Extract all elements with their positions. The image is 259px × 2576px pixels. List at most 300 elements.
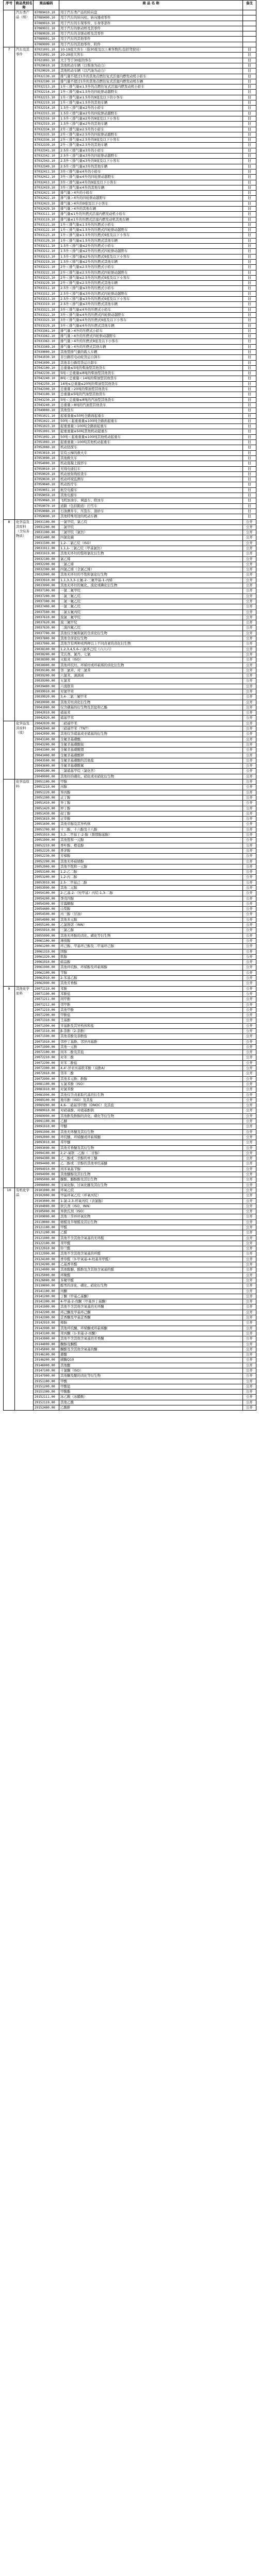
cell-remark: 旧 [243,477,256,482]
table-row [4,1374,256,1379]
cell-remark: 公开 [243,1050,256,1055]
table-row [4,1379,256,1384]
cell-remark: 公开 [243,976,256,981]
table-row [4,551,256,556]
cell-name: 2升＜排气量≤2.5升的9座及以下小客车 [59,138,243,143]
cell-name: 十氯酮（ISO） [59,1368,243,1374]
table-row [4,328,256,333]
cell-name: 溴氯二氟甲烷 [59,615,243,620]
table-row [4,811,256,816]
cell-name: 叔丁醇 [59,811,243,816]
table-row [4,1182,256,1188]
cell-code: 29091990.00 [34,1129,59,1134]
cell-code: 29037610.00 [34,615,59,620]
cell-name: 苯酚 [59,986,243,991]
cell-code: 29152119.00 [34,1400,59,1405]
cell-name: 1升＜排气量≤1.5升的压燃式其他车辆 [59,238,243,243]
cell-remark [243,10,256,15]
cell-remark: 公开 [243,530,256,535]
table-row [4,1050,256,1055]
cell-remark: 公开 [243,1400,256,1405]
table-body [4,10,256,1411]
cell-code: 29122990.00 [34,1251,59,1257]
group-category: 化学品及其原料（续） [15,721,34,779]
cell-remark: 公开 [243,1214,256,1219]
cell-name: 其他萘酚及萘酚盐 [59,1034,243,1039]
cell-code: 29141300.00 [34,1299,59,1304]
cell-code: 29072300.00 [34,1066,59,1071]
cell-remark: 公开 [243,599,256,604]
cell-remark: 旧 [243,493,256,498]
cell-remark: 公开 [243,732,256,737]
cell-name: 一氯甲烷、氯乙烷 [59,519,243,524]
cell-remark: 公开 [243,1188,256,1193]
cell-remark: 公开 [243,1283,256,1289]
cell-remark: 旧 [243,498,256,503]
cell-name: 其他芳香醇 [59,981,243,986]
cell-remark: 公开 [243,790,256,795]
cell-name: 其他机动车辆（以汽油为动力） [59,69,243,74]
table-row [4,1405,256,1411]
table-row [4,15,256,21]
cell-remark: 旧 [243,418,256,423]
cell-remark: 旧 [243,270,256,275]
table-row [4,1400,256,1405]
cell-name: 1升＜排气量≤1.5升的压燃式四轮驱动越野车 [59,228,243,233]
cell-name: 其他多元酚；酚醇 [59,1076,243,1081]
cell-name: 10-19座大客车（指30座及以上乘客数的,包括驾驶员） [59,47,243,53]
cell-remark: 旧 [243,450,256,455]
cell-name: 其他不含其他含氧基的芳香酮 [59,1336,243,1342]
cell-code: 29152400.00 [34,1405,59,1411]
cell-remark: 公开 [243,1251,256,1257]
cell-name: 仲丁醇 [59,806,243,811]
cell-remark: 公开 [243,938,256,943]
cell-name: 起重重量≤50吨全路面起重车 [59,413,243,418]
table-row [4,477,256,482]
cell-code: 87032423.10 [34,201,59,206]
cell-name: 灭蚁灵（ISO） [59,657,243,663]
cell-name: 其他非公路用货运自卸车 [59,360,243,365]
cell-remark: 旧 [243,466,256,471]
cell-code: 29055910.00 [34,928,59,933]
cell-remark: 公开 [243,1384,256,1389]
cell-code: 87033361.10 [34,328,59,333]
header-name: 商 品 名 称 [59,1,243,10]
cell-code: 29095000.00 [34,1177,59,1182]
cell-name: 辅酶Q10 [59,1358,243,1363]
cell-remark: 公开 [243,880,256,885]
table-row [4,556,256,562]
table-row [4,164,256,169]
cell-code: 29051100.00 [34,779,59,785]
cell-remark: 公开 [243,700,256,705]
table-row [4,74,256,79]
table-row [4,312,256,317]
cell-name: 2,2'-氧联二乙醇（二甘醇） [59,1150,243,1156]
table-row [4,758,256,763]
cell-name: 邻苯二酚 [59,1071,243,1076]
cell-remark: 公开 [243,1405,256,1411]
cell-remark: 公开 [243,801,256,806]
cell-name: 其他乙酸 [59,1400,243,1405]
cell-code: 29071590.00 [34,1034,59,1039]
cell-name: 正丁醇 [59,795,243,800]
cell-code: 87032316.10 [34,116,59,121]
cell-remark: 公开 [243,933,256,938]
cell-name: 起重重量＞100吨全路面起重车 [59,424,243,429]
table-row [4,376,256,381]
cell-code: 87029010.10 [34,63,59,68]
cell-code: 29037500.00 [34,609,59,615]
cell-name: 1升＜排气量≤1.5升的点燃往复式活塞内燃发动机小轿车 [59,84,243,90]
cell-code: 87032336.10 [34,138,59,143]
table-row [4,1034,256,1039]
cell-remark: 旧 [243,148,256,153]
cell-remark: 公开 [243,679,256,684]
cell-remark: 旧 [243,143,256,148]
cell-name: 排气量＞4升的压燃式小轿车 [59,328,243,333]
cell-remark: 旧 [243,461,256,466]
cell-name: 2.5升＜排气量≤3升的压燃式小轿车 [59,286,243,291]
group-number [4,779,15,987]
cell-code: 29042020.00 [34,716,59,721]
table-row [4,1219,256,1225]
cell-remark: 公开 [243,1129,256,1134]
table-row [4,970,256,975]
cell-name: 四氯化碳 [59,535,243,540]
cell-code: 29052900.00 [34,864,59,869]
cell-remark: 公开 [243,546,256,551]
cell-name: 硝基甲苯 [59,716,243,721]
cell-remark: 旧 [243,111,256,116]
cell-remark: 旧 [243,244,256,249]
cell-name: 甲基环氧乙烷（环氧丙烷） [59,1193,243,1198]
cell-code: 29042040.00 [34,726,59,732]
cell-remark: 公开 [243,848,256,853]
cell-code: 87032411.10 [34,169,59,174]
table-row [4,997,256,1002]
cell-code: 29051690.00 [34,822,59,827]
table-row [4,588,256,594]
cell-remark: 公开 [243,1172,256,1177]
cell-name: 对氯苯酚 [59,1087,243,1092]
cell-remark: 公开 [243,1108,256,1113]
cell-name: 1.5升＜排气量≤2升的其他车辆 [59,122,243,127]
cell-remark: 旧 [243,281,256,286]
table-row [4,1172,256,1177]
table-row [4,615,256,620]
cell-code: 29039300.00 [34,679,59,684]
cell-remark: 旧 [243,344,256,349]
cell-name: 1,2-丙二醇 [59,875,243,880]
cell-remark: 公开 [243,806,256,811]
cell-name: 间苯二酚及其盐 [59,1050,243,1055]
table-row [4,1150,256,1156]
cell-code: 87089910.10 [34,21,59,26]
cell-code: 87049000.10 [34,408,59,413]
cell-code: 87033129.10 [34,238,59,243]
table-row [4,790,256,795]
cell-remark: 公开 [243,997,256,1002]
cell-code: 29151300.00 [34,1389,59,1395]
cell-remark: 旧 [243,90,256,95]
cell-name: 香茅醇 [59,848,243,853]
table-row [4,938,256,943]
cell-name: 排气量＞4升的压燃式9座及以下小客车 [59,339,243,344]
table-row [4,1384,256,1389]
cell-code: 87033119.10 [34,217,59,222]
table-row [4,21,256,26]
table-row [4,620,256,625]
table-row [4,402,256,408]
cell-code: 29031200.00 [34,524,59,530]
cell-name: 50吨＜起重重量≤100吨全路面起重车 [59,418,243,423]
cell-name: 其他甲酚 [59,1007,243,1012]
cell-name: 2.5升＜排气量≤3升的压燃式9座及以下小客车 [59,297,243,302]
cell-name: 2-乙基-2-（羟甲基）丙烷-1,3-二醇 [59,891,243,896]
cell-name: 3升＜排气量≤4升的9座及以下小客车 [59,180,243,185]
cell-name: 丙三醇（甘油） [59,912,243,917]
cell-name: 排气量≤1升的压燃式活塞内燃发动机小轿车 [59,212,243,217]
table-row [4,986,256,991]
cell-name: 二溴四氟乙烷 [59,625,243,631]
cell-code: 87043230.10 [34,397,59,402]
cell-name: 香叶醇、橙花醇 [59,843,243,848]
cell-code: 29147900.00 [34,1374,59,1379]
table-row [4,896,256,901]
cell-remark: 公开 [243,1278,256,1283]
cell-code: 87032342.10 [34,154,59,159]
cell-remark: 公开 [243,742,256,747]
cell-name: 六溴联苯 [59,684,243,689]
cell-name: 总重量＞20吨的柴油型其他货车 [59,387,243,392]
cell-remark: 公开 [243,965,256,970]
cell-remark: 旧 [243,471,256,477]
cell-name: 全氟辛基磺酸的其他盐 [59,758,243,763]
cell-remark: 旧 [243,116,256,121]
cell-code: 29081910.00 [34,1087,59,1092]
cell-code: 29096000.00 [34,1182,59,1188]
cell-code: 87042300.10 [34,387,59,392]
cell-name: 5吨＜总重量≤8吨的柴油型其他货车 [59,371,243,376]
table-row [4,663,256,668]
table-row [4,1347,256,1352]
table-row [4,143,256,148]
table-row [4,817,256,822]
cell-code: 87051092.10 [34,434,59,439]
cell-code: 29037400.00 [34,604,59,609]
cell-name: 总重量≤5吨的汽油型其他货车 [59,392,243,397]
cell-code: 87089410.10 [34,10,59,15]
cell-code: 87032319.10 [34,122,59,127]
table-row [4,864,256,869]
table-row [4,212,256,217]
cell-code: 29130000.00 [34,1283,59,1289]
cell-code: 87033362.10 [34,334,59,339]
table-row [4,270,256,275]
table-row [4,1013,256,1018]
cell-name: 二氯一氟乙烷 [59,599,243,604]
cell-remark: 公开 [243,1092,256,1097]
cell-code: 29039400.00 [34,684,59,689]
cell-code: 29142910.00 [34,1320,59,1326]
table-row [4,609,256,615]
group-number: 7 [4,47,15,519]
cell-name: 艾氏剂、氯丹、七氯 [59,652,243,657]
cell-code: 29054200.00 [34,896,59,901]
cell-remark: 公开 [243,1257,256,1262]
table-row [4,1119,256,1124]
table-row [4,657,256,663]
cell-code: 29071510.00 [34,1029,59,1034]
table-row [4,1002,256,1007]
table-row [4,1134,256,1140]
cell-code: 29081100.00 [34,1081,59,1087]
table-row [4,471,256,477]
cell-code: 87033123.10 [34,233,59,238]
cell-remark: 旧 [243,185,256,190]
cell-code: 87059010.10 [34,466,59,471]
cell-name: 排气量＞4升的小轿车 [59,191,243,196]
cell-code: 87032213.10 [34,84,59,90]
cell-code: 29124200.00 [34,1262,59,1267]
cell-name: 3升＜排气量≤4升的小轿车 [59,169,243,174]
cell-code: 87033311.10 [34,286,59,291]
cell-code: 29094400.00 [34,1161,59,1166]
cell-code: 29094100.00 [34,1150,59,1156]
table-row [4,583,256,588]
cell-name: 过氧化醇、过氧化醚及其衍生物 [59,1182,243,1188]
cell-code: 87052000.10 [34,445,59,450]
cell-code: 29072290.00 [34,1060,59,1065]
cell-remark: 旧 [243,63,256,68]
cell-remark: 公开 [243,1029,256,1034]
cell-remark: 公开 [243,583,256,588]
table-row [4,843,256,848]
cell-remark: 公开 [243,551,256,556]
table-row [4,1267,256,1273]
cell-code: 29141900.00 [34,1304,59,1310]
cell-name: 肌醇 [59,954,243,959]
cell-name: 2升＜排气量≤2.5升的压燃式四轮驱动越野车 [59,270,243,275]
cell-remark: 旧 [243,122,256,127]
cell-code: 29071212.00 [34,1002,59,1007]
table-row [4,710,256,716]
cell-name: 50吨＜起重重量≤100吨其他机动起重车 [59,434,243,439]
cell-code: 29051700.00 [34,827,59,832]
table-row [4,503,256,509]
table-row [4,84,256,90]
table-row [4,26,256,31]
cell-name: 乙二醇或二甘醇的单丁醚 [59,1156,243,1161]
cell-remark: 旧 [243,212,256,217]
cell-code: 29062990.00 [34,981,59,986]
table-row [4,175,256,180]
cell-code: 87033322.10 [34,312,59,317]
table-row [4,833,256,838]
cell-code: 29122100.00 [34,1241,59,1246]
cell-name: 薄荷醇 [59,938,243,943]
table-row [4,185,256,190]
cell-remark: 公开 [243,944,256,949]
table-row [4,1278,256,1283]
cell-name: 间甲酚 [59,997,243,1002]
cell-name: 甲酸盐 [59,1384,243,1389]
cell-name: 间苯氧基苄醇 [59,1166,243,1172]
cell-name: 其他不含其他含氧基的无环酮 [59,1304,243,1310]
cell-remark: 公开 [243,1103,256,1108]
cell-remark: 公开 [243,1066,256,1071]
cell-name: 飞机加油车、调温车、除冰车 [59,498,243,503]
cell-code: 29061100.00 [34,938,59,943]
cell-code: 29054300.00 [34,901,59,906]
cell-remark: 公开 [243,901,256,906]
cell-code: 29062910.00 [34,976,59,981]
table-row [4,801,256,806]
cell-name: 邻甲酚 [59,1002,243,1007]
table-row [4,111,256,116]
cell-name: 其他无环烃的饱和氯化衍生物 [59,551,243,556]
cell-code: 29037100.00 [34,588,59,594]
cell-remark: 公开 [243,822,256,827]
cell-code: 29051420.00 [34,806,59,811]
cell-name: 其他环烷酮、环烯酮或环萜烯酮 [59,1326,243,1331]
table-row [4,1081,256,1087]
cell-code: 87089939.10 [34,31,59,37]
cell-remark: 公开 [243,705,256,710]
cell-name: 起重重量≤50吨其他机动起重车 [59,429,243,434]
cell-code: 29091910.00 [34,1124,59,1129]
cell-remark: 公开 [243,1134,256,1140]
cell-remark [243,15,256,21]
table-row [4,1108,256,1113]
cell-name: 丙醇 [59,785,243,790]
cell-remark: 旧 [243,429,256,434]
cell-name: 1.5升＜排气量≤2升的压燃式四轮驱动越野车 [59,249,243,254]
table-row [4,1066,256,1071]
cell-remark: 公开 [243,1395,256,1400]
table-row [4,509,256,514]
table-row [4,10,256,15]
table-row [4,1198,256,1204]
table-row [4,1087,256,1092]
cell-remark: 公开 [243,652,256,657]
cell-remark: 公开 [243,535,256,540]
table-row [4,1336,256,1342]
cell-remark: 旧 [243,514,256,519]
cell-name: 对苯二酚 [59,1055,243,1060]
cell-remark: 公开 [243,1007,256,1012]
cell-code: 87059040.10 [34,482,59,487]
table-row [4,154,256,159]
cell-remark: 公开 [243,758,256,763]
table-row [4,122,256,127]
cell-remark: 公开 [243,833,256,838]
table-row [4,1156,256,1161]
table-row [4,1097,256,1103]
table-row [4,381,256,386]
cell-code: 87089490.10 [34,15,59,21]
cell-code: 87059020.10 [34,471,59,477]
table-row [4,217,256,222]
cell-name: 其他仅含氟和氯的全卤化衍生物 [59,631,243,636]
cell-code: 87043100.10 [34,392,59,397]
cell-remark: 公开 [243,875,256,880]
cell-name: 乙醛 [59,1230,243,1235]
table-row [4,1251,256,1257]
cell-code: 29089990.00 [34,1113,59,1118]
